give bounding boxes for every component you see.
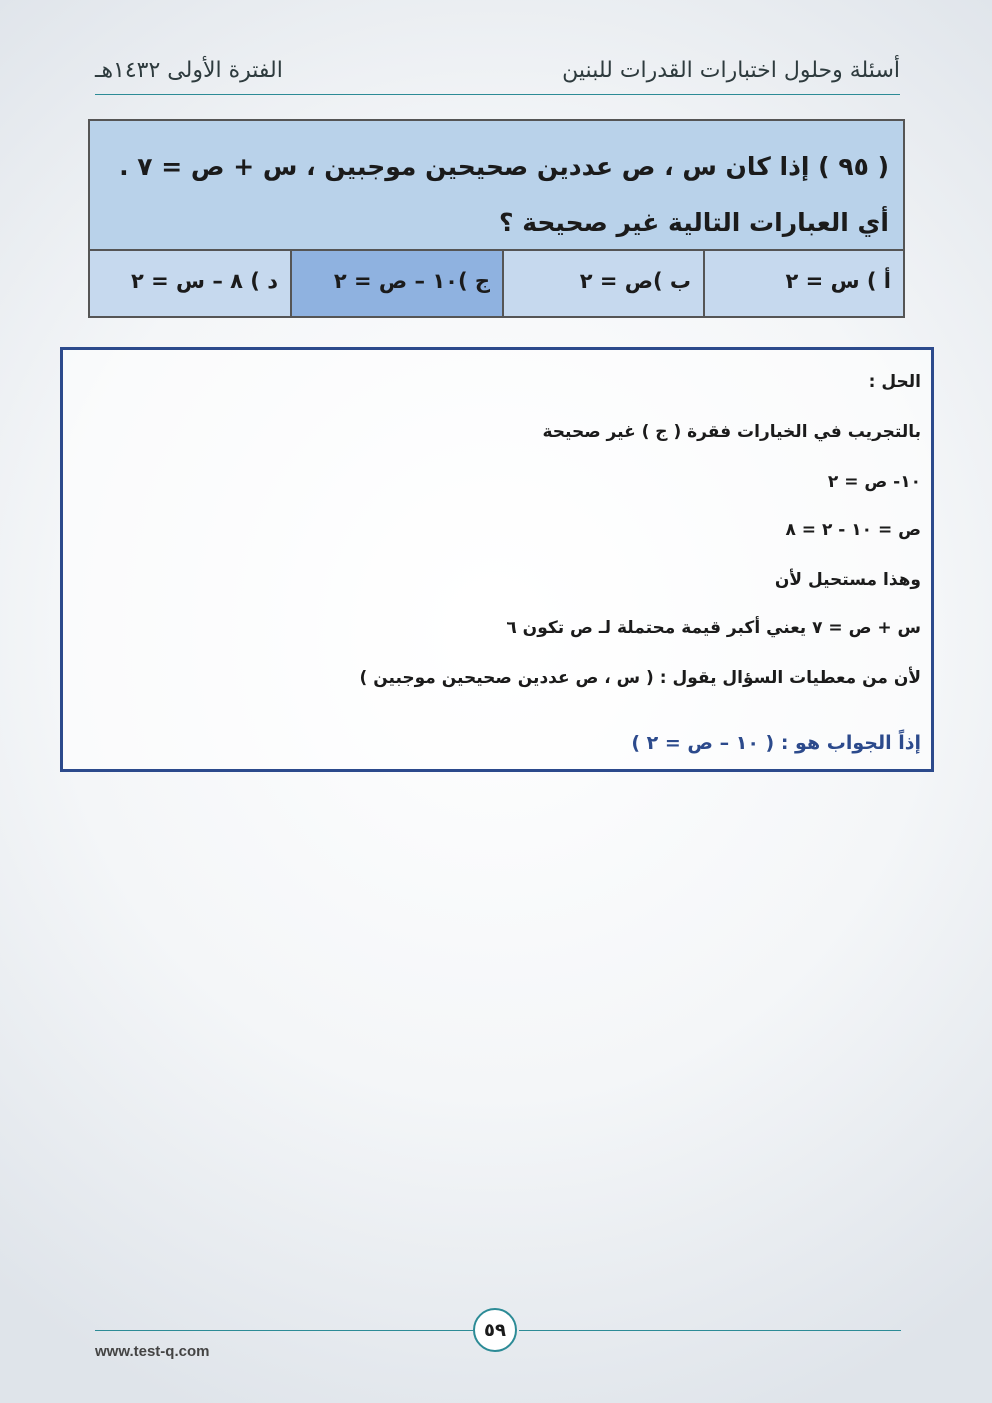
page-number: ٥٩ (473, 1308, 517, 1352)
solution-line: ١٠- ص = ٢ (827, 472, 921, 492)
option-a: أ ) س = ٢ (703, 251, 903, 316)
question-text: ( ٩٥ ) إذا كان س ، ص عددين صحيحين موجبين ، س + ص = ٧ . أي العبارات التالية غير صحيحة ؟ (90, 121, 903, 251)
solution-line: وهذا مستحيل لأن (774, 570, 921, 590)
option-c-highlighted: ج )١٠ – ص = ٢ (290, 251, 502, 316)
option-d: د ) ٨ – س = ٢ (90, 251, 290, 316)
option-b: ب )ص = ٢ (502, 251, 703, 316)
website-link[interactable]: www.test-q.com (95, 1343, 210, 1360)
solution-box (60, 347, 934, 772)
page-header (95, 52, 900, 95)
solution-line: س + ص = ٧ يعني أكبر قيمة محتملة لـ ص تكون ٦ (506, 618, 921, 638)
question-table (88, 119, 905, 318)
header-title: أسئلة وحلول اختبارات القدرات للبنين (562, 58, 900, 83)
solution-line: ص = ١٠ - ٢ = ٨ (785, 520, 921, 540)
solution-line: بالتجريب في الخيارات فقرة ( ج ) غير صحيحة (542, 422, 921, 442)
solution-line: لأن من معطيات السؤال يقول : ( س ، ص عددين صحيحين موجبين ) (359, 668, 921, 688)
solution-answer: إذاً الجواب هو : ( ١٠ – ص = ٢ ) (631, 732, 921, 754)
footer-divider-right (519, 1330, 901, 1331)
header-period: الفترة الأولى ١٤٣٢هـ (95, 58, 283, 83)
solution-heading: الحل : (868, 372, 921, 392)
footer-divider-left (95, 1330, 473, 1331)
options-row (90, 251, 903, 316)
